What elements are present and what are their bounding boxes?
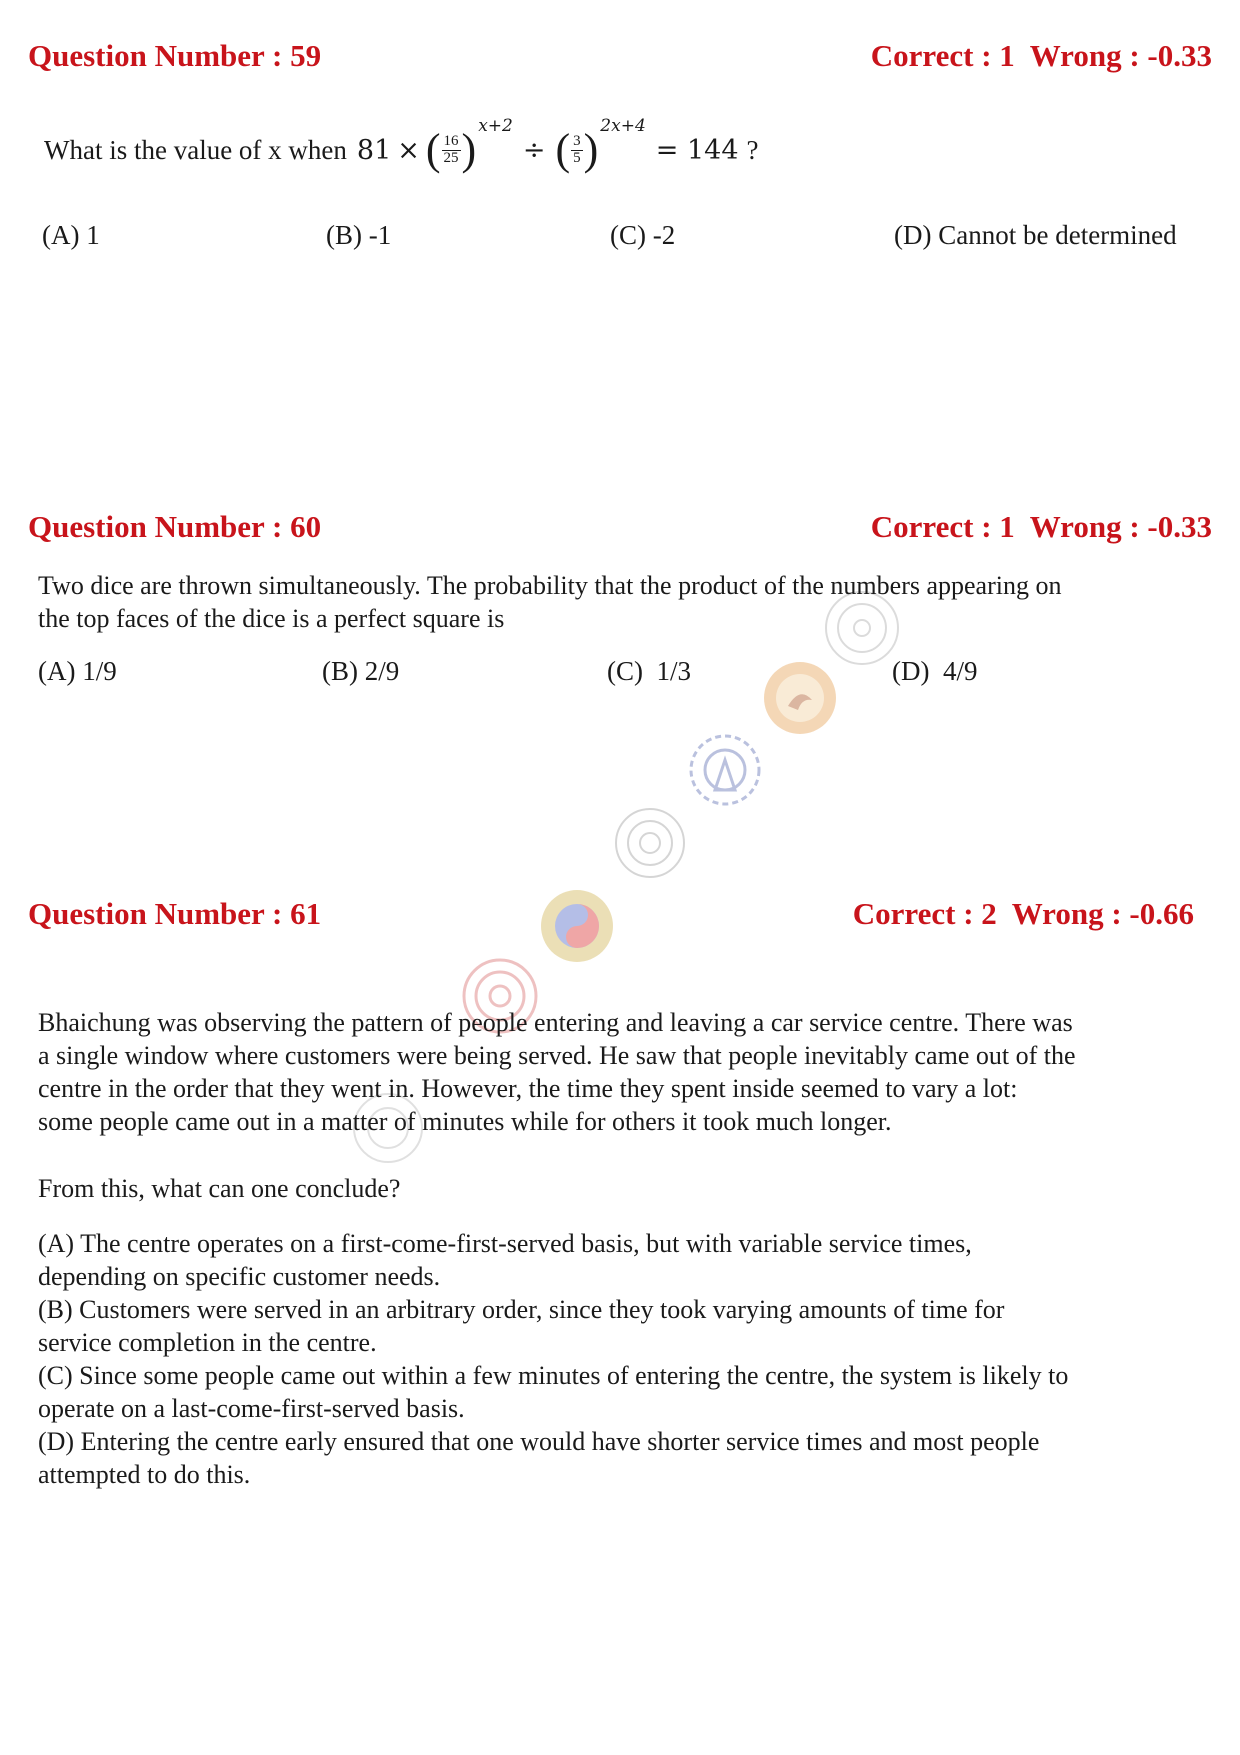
q61-option-c[interactable]: (C) Since some people came out within a few minutes of entering the centre, the system is likely to xyxy=(38,1361,1069,1390)
stem-line: Bhaichung was observing the pattern of people entering and leaving a car service centre. There was xyxy=(38,1008,1073,1037)
times-sign: × xyxy=(397,134,420,166)
fraction-3-5 xyxy=(571,134,583,167)
equation-coefficient: 81 xyxy=(356,134,392,166)
q61-option-d-cont: attempted to do this. xyxy=(38,1460,251,1489)
stem-line: Two dice are thrown simultaneously. The probability that the product of the numbers appearing on xyxy=(38,571,1062,600)
institute-seal-icon xyxy=(764,662,836,734)
question-60-stem xyxy=(38,569,1208,635)
q61-option-c-cont: operate on a last-come-first-served basis. xyxy=(38,1394,465,1423)
q60-option-a[interactable]: (A) 1/9 xyxy=(38,656,117,686)
question-59-marks: Correct : 1 Wrong : -0.33 xyxy=(870,38,1212,73)
equation-term-1: ( $\frac{16}{25}$ ) x+2 xyxy=(425,116,513,174)
q61-option-b-cont: service completion in the centre. xyxy=(38,1328,377,1357)
q59-option-b[interactable]: (B) -1 xyxy=(326,220,392,250)
q60-option-d[interactable]: (D) 4/9 xyxy=(892,656,978,686)
question-mark: ? xyxy=(746,134,759,165)
exponent-2: 2x+4 xyxy=(600,116,646,136)
q60-option-c[interactable]: (C) 1/3 xyxy=(607,656,691,686)
question-61-marks: Correct : 2 Wrong : -0.66 xyxy=(852,896,1194,931)
q59-option-a[interactable]: (A) 1 xyxy=(42,220,100,250)
stem-line: centre in the order that they went in. However, the time they spent inside seemed to vary a lot: xyxy=(38,1074,1018,1103)
question-61-options xyxy=(38,1227,1208,1491)
fraction-numerator: 16 xyxy=(443,132,459,149)
question-59-stem-text: What is the value of x when xyxy=(44,134,347,165)
q60-option-b[interactable]: (B) 2/9 xyxy=(322,656,400,686)
question-60-header: Question Number : 60 xyxy=(28,509,322,544)
stem-line: the top faces of the dice is a perfect square is xyxy=(38,604,505,633)
question-59-stem xyxy=(44,116,759,174)
question-61-header: Question Number : 61 xyxy=(28,896,322,931)
question-60-marks: Correct : 1 Wrong : -0.33 xyxy=(870,509,1212,544)
stem-line: some people came out in a matter of minutes while for others it took much longer. xyxy=(38,1107,892,1136)
question-59-header: Question Number : 59 xyxy=(28,38,322,73)
equation-term-2: ( $\frac{3}{5}$ ) 2x+4 xyxy=(555,116,646,174)
question-61-stem xyxy=(38,1006,1208,1138)
q59-option-c[interactable]: (C) -2 xyxy=(610,220,676,250)
q59-option-d[interactable]: (D) Cannot be determined xyxy=(894,220,1177,250)
q61-option-b[interactable]: (B) Customers were served in an arbitrary order, since they took varying amounts of time for xyxy=(38,1295,1005,1324)
institute-seal-icon xyxy=(691,736,759,804)
q61-option-a-cont: depending on specific customer needs. xyxy=(38,1262,441,1291)
fraction-denominator: 5 xyxy=(573,149,581,166)
fraction-numerator: 3 xyxy=(573,132,581,149)
divide-sign: ÷ xyxy=(522,134,546,166)
q61-option-d[interactable]: (D) Entering the centre early ensured that one would have shorter service times and most people xyxy=(38,1427,1040,1456)
fraction-denominator: 25 xyxy=(443,149,459,166)
stem-line: a single window where customers were being served. He saw that people inevitably came out of the xyxy=(38,1041,1076,1070)
institute-seal-icon xyxy=(616,809,684,877)
institute-seal-icon xyxy=(541,890,613,962)
q61-option-a[interactable]: (A) The centre operates on a first-come-first-served basis, but with variable service times, xyxy=(38,1229,972,1258)
fraction-16-25 xyxy=(442,134,461,167)
equation-rhs: = 144 xyxy=(655,134,739,166)
question-61-prompt: From this, what can one conclude? xyxy=(38,1174,401,1203)
exponent-1: x+2 xyxy=(478,116,513,136)
